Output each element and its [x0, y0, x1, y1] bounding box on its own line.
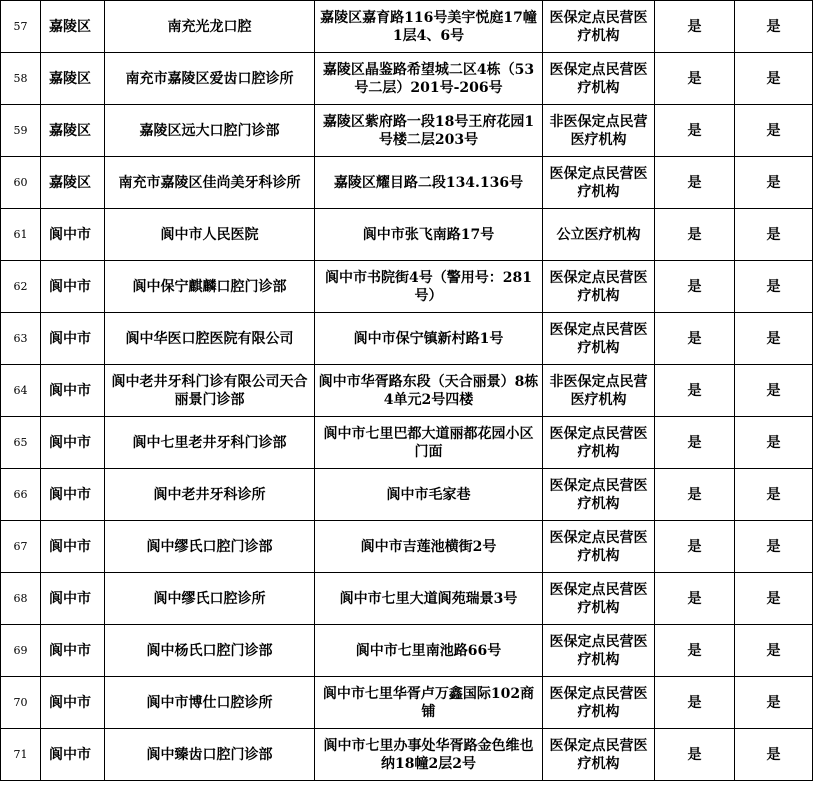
flag-cell-a: 是: [655, 729, 735, 781]
flag-cell-a: 是: [655, 417, 735, 469]
district-cell: 阆中市: [41, 677, 105, 729]
institution-name-cell: 阆中杨氏口腔门诊部: [105, 625, 315, 677]
row-number: 69: [1, 625, 41, 677]
table-row: [1, 209, 813, 261]
district-cell: 嘉陵区: [41, 1, 105, 53]
flag-cell-b: 是: [735, 105, 813, 157]
institution-name-cell: 南充市嘉陵区爱齿口腔诊所: [105, 53, 315, 105]
address-cell: 阆中市书院街4号（警用号：281号）: [315, 261, 543, 313]
institution-type-cell: 医保定点民营医疗机构: [543, 729, 655, 781]
district-cell: 阆中市: [41, 469, 105, 521]
row-number: 57: [1, 1, 41, 53]
institution-name-cell: 阆中缪氏口腔门诊部: [105, 521, 315, 573]
address-cell: 嘉陵区紫府路一段18号王府花园1号楼二层203号: [315, 105, 543, 157]
district-cell: 阆中市: [41, 261, 105, 313]
institution-type-cell: 医保定点民营医疗机构: [543, 157, 655, 209]
institution-type-cell: 非医保定点民营医疗机构: [543, 105, 655, 157]
institution-type-cell: 医保定点民营医疗机构: [543, 677, 655, 729]
flag-cell-a: 是: [655, 365, 735, 417]
flag-cell-b: 是: [735, 729, 813, 781]
institution-name-cell: 南充光龙口腔: [105, 1, 315, 53]
row-number: 58: [1, 53, 41, 105]
flag-cell-b: 是: [735, 1, 813, 53]
row-number: 65: [1, 417, 41, 469]
address-cell: 阆中市毛家巷: [315, 469, 543, 521]
table-row: [1, 729, 813, 781]
institution-name-cell: 阆中臻齿口腔门诊部: [105, 729, 315, 781]
address-cell: 阆中市七里办事处华胥路金色维也纳18幢2层2号: [315, 729, 543, 781]
flag-cell-b: 是: [735, 365, 813, 417]
row-number: 62: [1, 261, 41, 313]
address-cell: 阆中市吉莲池横街2号: [315, 521, 543, 573]
institution-type-cell: 医保定点民营医疗机构: [543, 521, 655, 573]
table-row: [1, 157, 813, 209]
flag-cell-a: 是: [655, 1, 735, 53]
flag-cell-b: 是: [735, 157, 813, 209]
address-cell: 嘉陵区耀目路二段134.136号: [315, 157, 543, 209]
table-row: [1, 1, 813, 53]
district-cell: 阆中市: [41, 573, 105, 625]
district-cell: 阆中市: [41, 209, 105, 261]
table-row: [1, 261, 813, 313]
table-row: [1, 677, 813, 729]
flag-cell-b: 是: [735, 521, 813, 573]
table-row: [1, 365, 813, 417]
institution-type-cell: 医保定点民营医疗机构: [543, 417, 655, 469]
row-number: 67: [1, 521, 41, 573]
district-cell: 阆中市: [41, 729, 105, 781]
institution-type-cell: 医保定点民营医疗机构: [543, 573, 655, 625]
flag-cell-b: 是: [735, 469, 813, 521]
institution-type-cell: 医保定点民营医疗机构: [543, 313, 655, 365]
row-number: 59: [1, 105, 41, 157]
row-number: 70: [1, 677, 41, 729]
institution-type-cell: 医保定点民营医疗机构: [543, 625, 655, 677]
address-cell: 嘉陵区嘉育路116号美宇悦庭17幢1层4、6号: [315, 1, 543, 53]
table-row: [1, 573, 813, 625]
flag-cell-a: 是: [655, 469, 735, 521]
institution-name-cell: 阆中市博仕口腔诊所: [105, 677, 315, 729]
flag-cell-a: 是: [655, 521, 735, 573]
district-cell: 嘉陵区: [41, 105, 105, 157]
institution-name-cell: 阆中老井牙科门诊有限公司天合丽景门诊部: [105, 365, 315, 417]
institution-type-cell: 医保定点民营医疗机构: [543, 261, 655, 313]
district-cell: 阆中市: [41, 313, 105, 365]
flag-cell-a: 是: [655, 105, 735, 157]
address-cell: 阆中市华胥路东段（天合丽景）8栋4单元2号四楼: [315, 365, 543, 417]
institution-name-cell: 阆中老井牙科诊所: [105, 469, 315, 521]
institution-name-cell: 阆中缪氏口腔诊所: [105, 573, 315, 625]
institution-name-cell: 阆中七里老井牙科门诊部: [105, 417, 315, 469]
address-cell: 阆中市七里南池路66号: [315, 625, 543, 677]
flag-cell-b: 是: [735, 625, 813, 677]
flag-cell-b: 是: [735, 209, 813, 261]
address-cell: 嘉陵区晶鉴路希望城二区4栋（53号二层）201号-206号: [315, 53, 543, 105]
institution-name-cell: 南充市嘉陵区佳尚美牙科诊所: [105, 157, 315, 209]
institution-type-cell: 医保定点民营医疗机构: [543, 53, 655, 105]
flag-cell-a: 是: [655, 53, 735, 105]
table-row: [1, 313, 813, 365]
flag-cell-b: 是: [735, 261, 813, 313]
institution-type-cell: 医保定点民营医疗机构: [543, 1, 655, 53]
institution-name-cell: 阆中华医口腔医院有限公司: [105, 313, 315, 365]
institution-name-cell: 嘉陵区远大口腔门诊部: [105, 105, 315, 157]
row-number: 71: [1, 729, 41, 781]
table-row: [1, 105, 813, 157]
table-row: [1, 53, 813, 105]
address-cell: 阆中市张飞南路17号: [315, 209, 543, 261]
flag-cell-a: 是: [655, 625, 735, 677]
institution-type-cell: 非医保定点民营医疗机构: [543, 365, 655, 417]
row-number: 63: [1, 313, 41, 365]
row-number: 66: [1, 469, 41, 521]
flag-cell-b: 是: [735, 417, 813, 469]
institution-type-cell: 医保定点民营医疗机构: [543, 469, 655, 521]
row-number: 64: [1, 365, 41, 417]
district-cell: 嘉陵区: [41, 157, 105, 209]
flag-cell-b: 是: [735, 677, 813, 729]
institution-name-cell: 阆中保宁麒麟口腔门诊部: [105, 261, 315, 313]
address-cell: 阆中市七里华胥卢万鑫国际102商铺: [315, 677, 543, 729]
flag-cell-a: 是: [655, 157, 735, 209]
flag-cell-b: 是: [735, 313, 813, 365]
district-cell: 阆中市: [41, 365, 105, 417]
flag-cell-a: 是: [655, 313, 735, 365]
table-row: [1, 521, 813, 573]
row-number: 61: [1, 209, 41, 261]
flag-cell-a: 是: [655, 209, 735, 261]
table-row: [1, 625, 813, 677]
address-cell: 阆中市七里巴都大道丽都花园小区门面: [315, 417, 543, 469]
flag-cell-b: 是: [735, 573, 813, 625]
address-cell: 阆中市七里大道阆苑瑞景3号: [315, 573, 543, 625]
row-number: 68: [1, 573, 41, 625]
flag-cell-b: 是: [735, 53, 813, 105]
district-cell: 阆中市: [41, 521, 105, 573]
institution-name-cell: 阆中市人民医院: [105, 209, 315, 261]
table-row: [1, 417, 813, 469]
district-cell: 嘉陵区: [41, 53, 105, 105]
row-number: 60: [1, 157, 41, 209]
flag-cell-a: 是: [655, 677, 735, 729]
flag-cell-a: 是: [655, 261, 735, 313]
address-cell: 阆中市保宁镇新村路1号: [315, 313, 543, 365]
flag-cell-a: 是: [655, 573, 735, 625]
institution-type-cell: 公立医疗机构: [543, 209, 655, 261]
district-cell: 阆中市: [41, 625, 105, 677]
table-row: [1, 469, 813, 521]
district-cell: 阆中市: [41, 417, 105, 469]
